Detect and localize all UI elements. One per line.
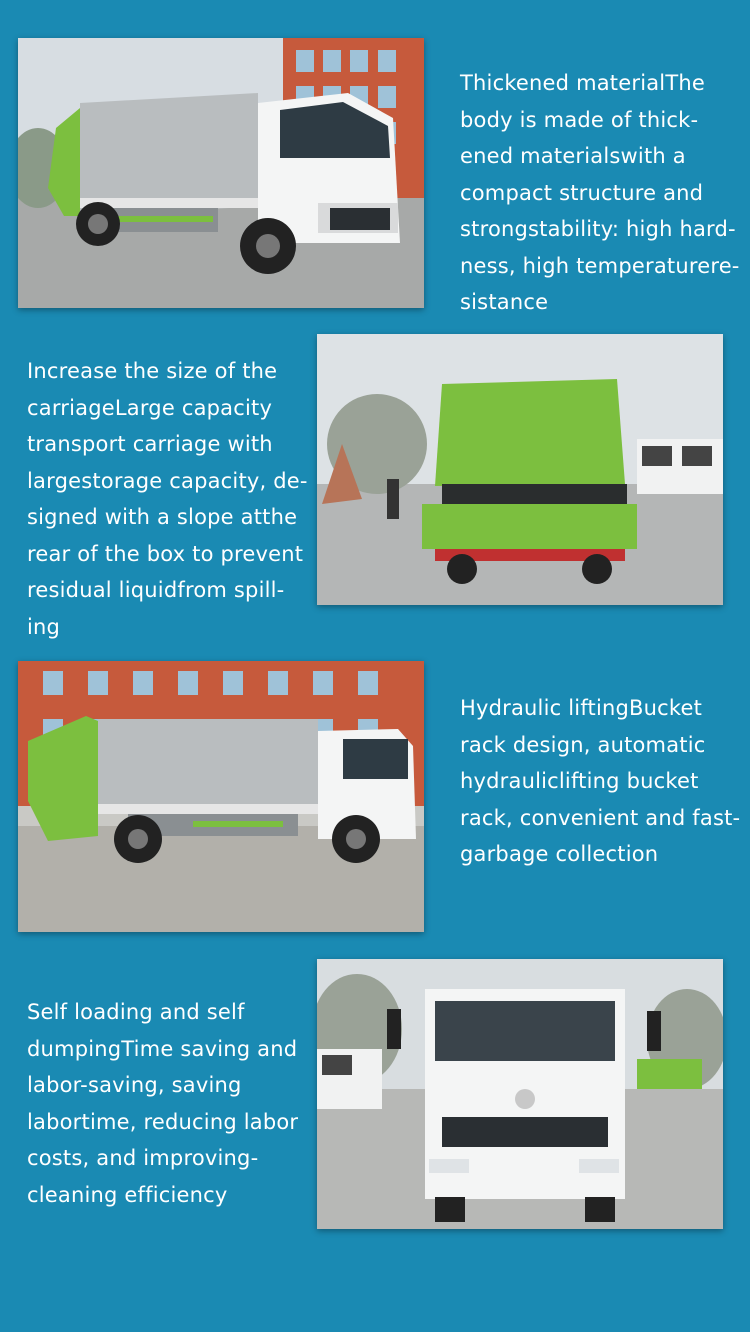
truck-photo-side: [18, 661, 424, 932]
text-line: cleaning efficiency: [27, 1182, 228, 1207]
truck-photo-side-front: [18, 38, 424, 308]
text-line: rack, convenient and fast-: [460, 805, 741, 830]
text-line: strongstability: high hard-: [460, 217, 736, 241]
truck-photo-rear: [317, 334, 723, 605]
truck-photo-front: [317, 959, 723, 1229]
text-line: Self loading and self: [27, 1000, 245, 1024]
feature-hydraulic-lifting-text: [460, 690, 745, 873]
text-line: largestorage capacity, de-: [27, 468, 308, 493]
text-line: costs, and improving-: [27, 1146, 259, 1170]
text-line: ened materialswith a: [460, 144, 686, 168]
feature-carriage-size-text: [27, 353, 312, 645]
feature-thickened-material-text: [460, 65, 745, 321]
text-line: ing: [27, 614, 61, 639]
feature-self-loading-text: [27, 994, 312, 1213]
text-line: rack design, automatic: [460, 732, 706, 757]
text-line: Increase the size of the: [27, 359, 278, 383]
text-line: ness, high temperaturere-: [460, 253, 740, 278]
text-line: labortime, reducing labor: [27, 1109, 299, 1134]
text-line: residual liquidfrom spill-: [27, 578, 285, 602]
text-line: signed with a slope atthe: [27, 505, 298, 529]
text-line: garbage collection: [460, 842, 659, 866]
text-line: Thickened materialThe: [460, 71, 705, 95]
text-line: labor-saving, saving: [27, 1073, 242, 1097]
text-line: compact structure and: [460, 180, 704, 205]
text-line: body is made of thick-: [460, 107, 699, 132]
text-line: rear of the box to prevent: [27, 541, 304, 566]
text-line: dumpingTime saving and: [27, 1036, 298, 1061]
text-line: sistance: [460, 290, 549, 314]
text-line: transport carriage with: [27, 432, 273, 456]
text-line: carriageLarge capacity: [27, 395, 273, 420]
text-line: Hydraulic liftingBucket: [460, 696, 703, 720]
text-line: hydrauliclifting bucket: [460, 769, 699, 793]
